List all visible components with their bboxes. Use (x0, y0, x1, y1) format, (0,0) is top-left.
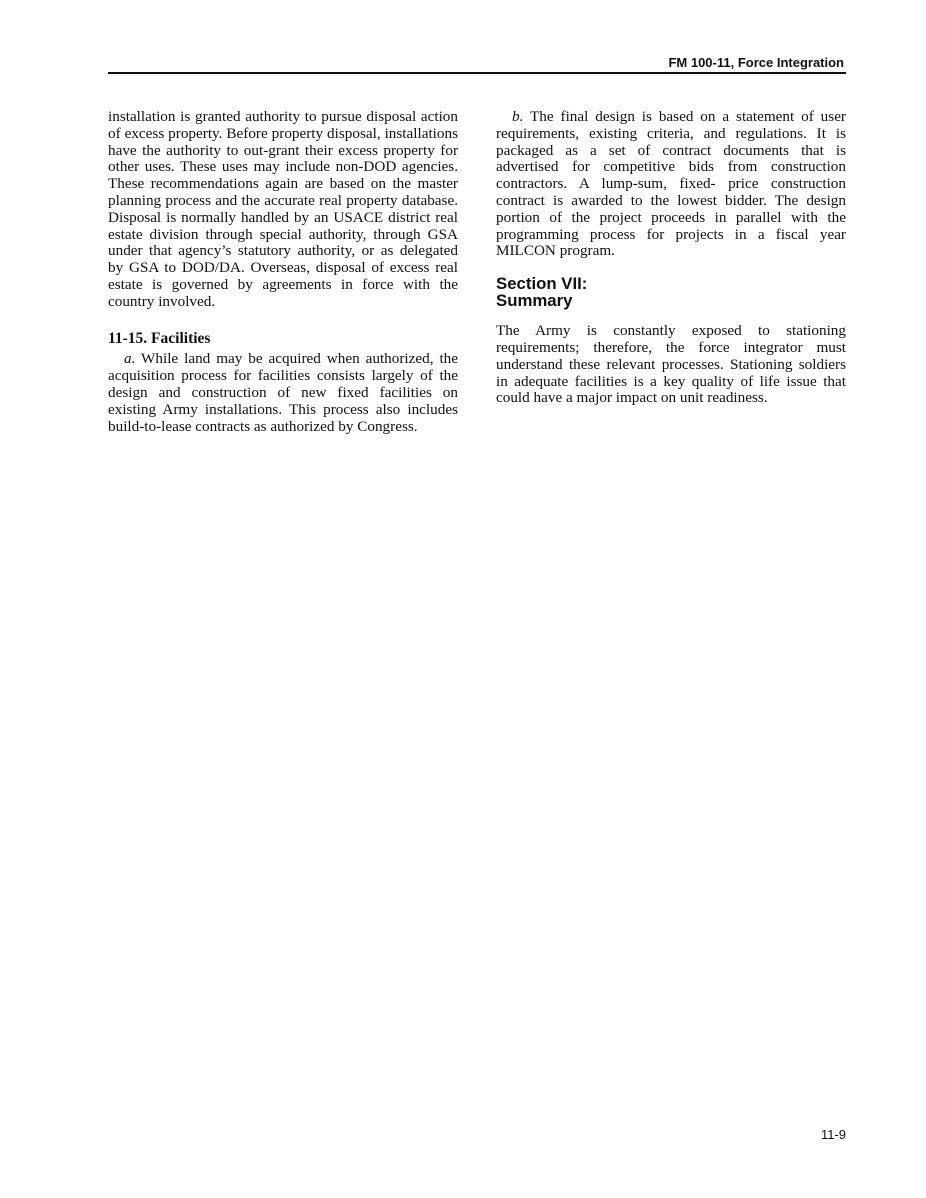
paragraph-b (496, 109, 846, 260)
right-column (496, 109, 846, 407)
section-heading-line1: Section VII: (496, 274, 588, 294)
paragraph-b-text: The final design is based on a statement of user requirements, existing criteria, and regulations. It is packaged as a set of contract documents that is advertised for competitive bids from construction contractors. A lump-sum, fixed- price construction contract is awarded to the lowest bidder. The design portion of the project proceeds in parallel with the programming process for projects in a fiscal year MILCON program. (496, 108, 846, 260)
document-title: FM 100-11, Force Integration (668, 55, 844, 70)
header-rule (108, 72, 846, 74)
page-header (108, 55, 846, 70)
facilities-heading: 11-15. Facilities (108, 329, 211, 347)
intro-paragraph: installation is granted authority to pursue disposal action of excess property. Before property disposal, installations have the authority to out-grant their excess property for other uses. These uses may include non-DOD agencies. These recommendations again are based on the master planning process and the accurate real property database. Disposal is normally handled by an USACE district real estate division through special authority, through GSA under that agency’s statutory authority, or as delegated by GSA to DOD/DA. Overseas, disposal of excess real estate is governed by agreements in force with the country involved. (108, 108, 458, 310)
paragraph-a-text: While land may be acquired when authorized, the acquisition process for facilities consists largely of the design and construction of new fixed facilities on existing Army installations. This process also includes build-to-lease contracts as authorized by Congress. (108, 350, 458, 435)
paragraph-a (108, 351, 458, 435)
summary-paragraph: The Army is constantly exposed to stationing requirements; therefore, the force integrator must understand these relevant processes. Stationing soldiers in adequate facilities is a key quality of life issue that could have a major impact on unit readiness. (496, 322, 846, 407)
left-column (108, 109, 458, 435)
section-heading (496, 275, 846, 309)
section-heading-line2: Summary (496, 291, 573, 311)
page-number: 11-9 (820, 1127, 846, 1142)
paragraph-a-marker: a. (124, 350, 136, 368)
paragraph-b-marker: b. (512, 108, 524, 125)
